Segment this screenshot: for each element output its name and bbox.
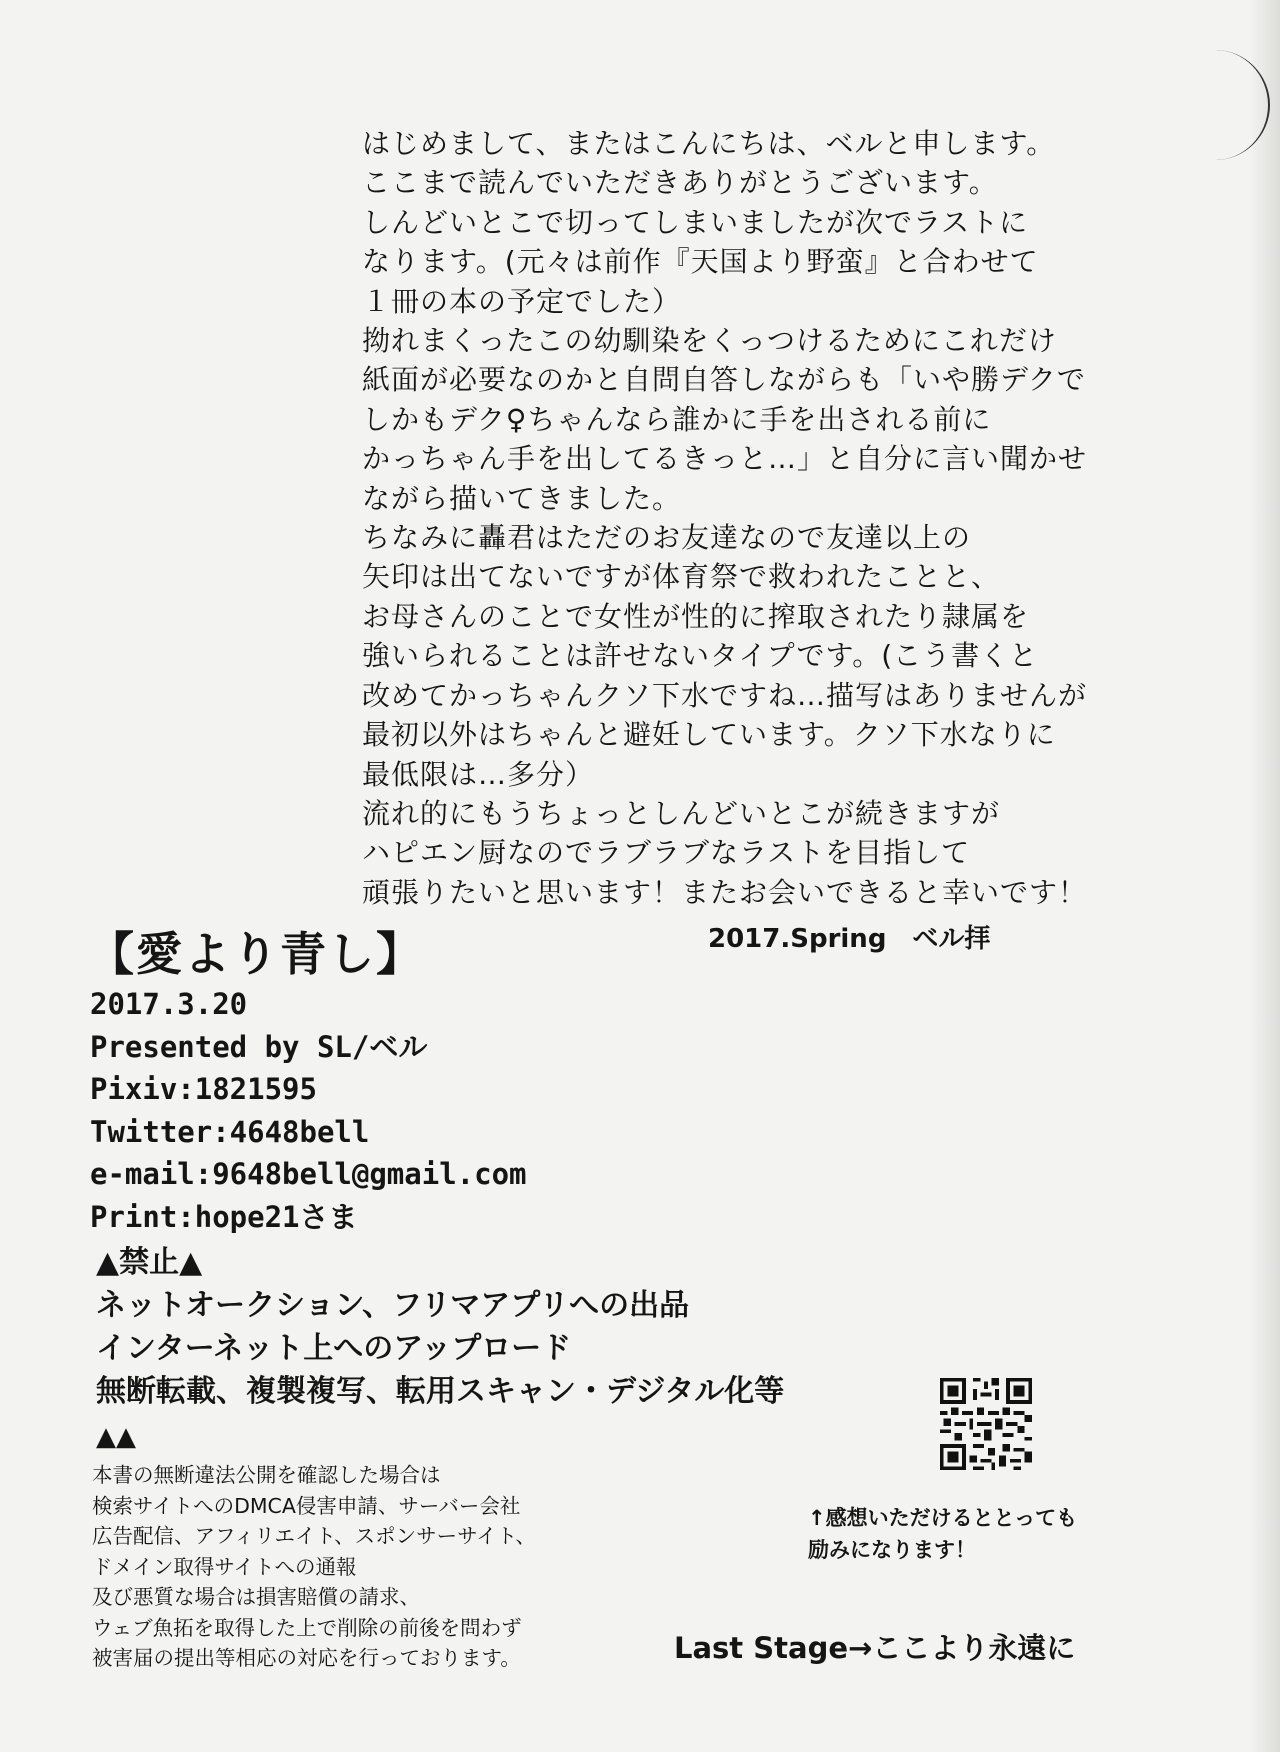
qr-caption-line: ↑感想いただけるととっても — [808, 1506, 1078, 1530]
afterword-line: ここまで読んでいただきありがとうございます。 — [362, 166, 998, 200]
book-title: 【愛より青し】 — [88, 927, 424, 981]
notice-line: ウェブ魚拓を取得した上で削除の前後を問わず — [92, 1615, 522, 1640]
prohibition-heading: ▲禁止▲ — [96, 1245, 203, 1280]
afterword-line: 矢印は出てないですが体育祭で救われたことと、 — [362, 560, 1001, 594]
notice-line: 検索サイトへのDMCA侵害申請、サーバー会社 — [92, 1493, 521, 1518]
qr-code-icon[interactable] — [940, 1378, 1032, 1470]
afterword-line: 流れ的にもうちょっとしんどいとこが続きますが — [362, 796, 1001, 830]
notice-line: ドメイン取得サイトへの通報 — [92, 1554, 357, 1579]
afterword-line: お母さんのことで女性が性的に搾取されたり隷属を — [362, 599, 1030, 633]
afterword-signature: 2017.Spring ベル拝 — [708, 924, 991, 954]
qr-caption-line: 励みになります！ — [808, 1538, 976, 1562]
colophon-twitter: Twitter:4648bell — [90, 1114, 370, 1149]
afterword-text — [362, 124, 1162, 912]
notice-line: 広告配信、アフィリエイト、スポンサーサイト、 — [92, 1524, 536, 1548]
notice-line: 本書の無断違法公開を確認した場合は — [92, 1463, 441, 1487]
prohibition-closing: ▲▲ — [96, 1422, 136, 1452]
afterword-line: しんどいとこで切ってしまいましたが次でラストに — [362, 205, 1029, 239]
afterword-line: 改めてかっちゃんクソ下水ですね…描写はありませんが — [362, 678, 1088, 712]
afterword-line: ちなみに轟君はただのお友達なので友達以上の — [362, 521, 972, 555]
prohibition-item: インターネット上へのアップロード — [96, 1331, 572, 1366]
afterword-line: 強いられることは許せないタイプです。(こう書くと — [362, 639, 1039, 673]
next-volume-title: Last Stage→ここより永遠に — [674, 1631, 1076, 1665]
afterword-line: １冊の本の予定でした） — [362, 284, 682, 318]
qr-caption — [808, 1502, 1077, 1566]
afterword-line: ハピエン厨なのでラブラブなラストを目指して — [362, 836, 971, 870]
afterword-line: 最低限は…多分） — [362, 757, 595, 791]
afterword-line: 最初以外はちゃんと避妊しています。クソ下水なりに — [362, 718, 1056, 752]
colophon-email: e-mail:9648bell@gmail.com — [90, 1157, 527, 1191]
afterword-line: 頑張りたいと思います！またお会いできると幸いです！ — [362, 875, 1088, 909]
colophon-pixiv: Pixiv:1821595 — [90, 1072, 317, 1106]
afterword-line: かっちゃん手を出してるきっと…」と自分に言い聞かせ — [362, 442, 1088, 476]
colophon — [90, 983, 527, 1238]
afterword-line: なります。(元々は前作『天国より野蛮』と合わせて — [362, 245, 1039, 279]
prohibition-item: ネットオークション、フリマアプリへの出品 — [96, 1288, 690, 1323]
colophon-date: 2017.3.20 — [90, 987, 248, 1021]
notice-line: 及び悪質な場合は損害賠償の請求、 — [92, 1585, 420, 1609]
prohibition-section — [96, 1242, 784, 1459]
legal-notice — [92, 1460, 536, 1674]
page-edge-shadow — [1250, 0, 1280, 1752]
colophon-author: Presented by SL/ベル — [90, 1029, 428, 1064]
afterword-line: しかもデク♀ちゃんなら誰かに手を出される前に — [362, 402, 992, 436]
afterword-line: 拗れまくったこの幼馴染をくっつけるためにこれだけ — [362, 324, 1057, 358]
afterword-line: 紙面が必要なのかと自問自答しながらも「いや勝デクで — [362, 363, 1086, 397]
notice-line: 被害届の提出等相応の対応を行っております。 — [92, 1646, 521, 1670]
afterword-line: ながら描いてきました。 — [362, 481, 682, 515]
prohibition-item: 無断転載、複製複写、転用スキャン・デジタル化等 — [96, 1374, 785, 1409]
afterword-line: はじめまして、またはこんにちは、ベルと申します。 — [362, 127, 1056, 160]
colophon-printer: Print:hope21さま — [90, 1199, 358, 1234]
